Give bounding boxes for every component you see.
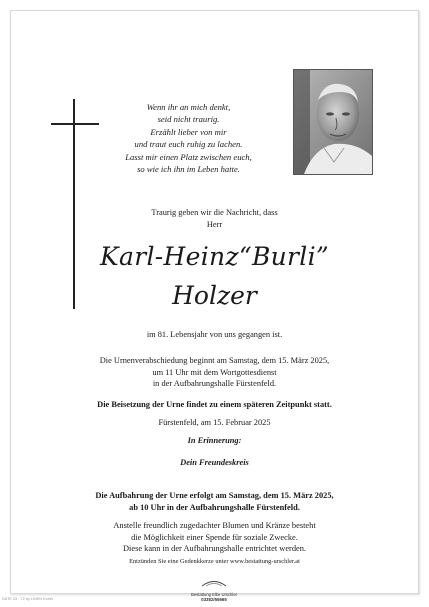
deceased-last-name: Holzer <box>172 281 257 310</box>
donation-note <box>11 520 418 555</box>
poem-line: und traut euch ruhig zu lachen. <box>134 139 243 150</box>
announcement <box>11 207 418 230</box>
poem-line: Lasst mir einen Platz zwischen euch, <box>125 151 252 162</box>
announcement-line: Traurig geben wir die Nachricht, dass <box>151 208 278 217</box>
poem-line: Wenn ihr an mich denkt, <box>146 102 231 112</box>
logo-phone: 03382/55665 <box>201 597 227 602</box>
footer-imprint: DATE 03 · 72 by LINEN Kurier <box>2 597 54 601</box>
photo-badge: YL <box>359 166 364 171</box>
place-date: Fürstenfeld, am 15. Februar 2025 <box>158 418 271 427</box>
viewing-line: Die Aufbahrung der Urne erfolgt am Samstag, dem 15. März 2025, <box>95 491 334 500</box>
service-line: um 11 Uhr mit dem Wortgottesdienst <box>152 367 277 377</box>
poem-line: Erzählt lieber von mir <box>150 126 227 137</box>
logo-name: Bestattung Elke Urschler <box>190 592 238 597</box>
service-info <box>11 355 418 390</box>
poem-line: so wie ich ihn im Leben hatte. <box>137 164 240 175</box>
funeral-home-logo <box>184 574 244 600</box>
donation-line: Anstelle freundlich zugedachter Blumen und Kränze besteht <box>113 521 316 530</box>
portrait-photo <box>293 69 373 175</box>
poem <box>101 101 276 175</box>
service-line: in der Aufbahrungshalle Fürstenfeld. <box>152 379 277 388</box>
viewing-info <box>11 490 418 513</box>
age-line: im 81. Lebensjahr von uns gegangen ist. <box>146 330 283 339</box>
viewing-line: ab 10 Uhr in der Aufbahrungshalle Fürstenfeld. <box>129 502 300 512</box>
burial-note: Die Beisetzung der Urne findet zu einem späteren Zeitpunkt statt. <box>97 400 332 409</box>
donation-line: Diese kann in der Aufbahrungshalle entrichtet werden. <box>122 544 307 553</box>
donation-line: die Möglichkeit einer Spende für soziale Zwecke. <box>131 532 298 542</box>
deceased-first-name: Karl-Heinz“Burli” <box>100 242 329 271</box>
memory-label: In Erinnerung: <box>187 436 242 445</box>
announcement-title: Herr <box>206 219 223 229</box>
cross-vertical <box>73 99 75 309</box>
logo-arc-icon <box>201 579 227 587</box>
poem-line: seid nicht traurig. <box>157 114 220 125</box>
mourners: Dein Freundeskreis <box>180 458 249 467</box>
cross-horizontal <box>51 123 99 125</box>
memorial-candle-link[interactable]: Entzünden Sie eine Gedenkkerze unter www.bestattung-urschler.at <box>129 558 300 565</box>
service-line: Die Urnenverabschiedung beginnt am Samstag, dem 15. März 2025, <box>99 356 330 365</box>
portrait-image <box>294 70 372 174</box>
